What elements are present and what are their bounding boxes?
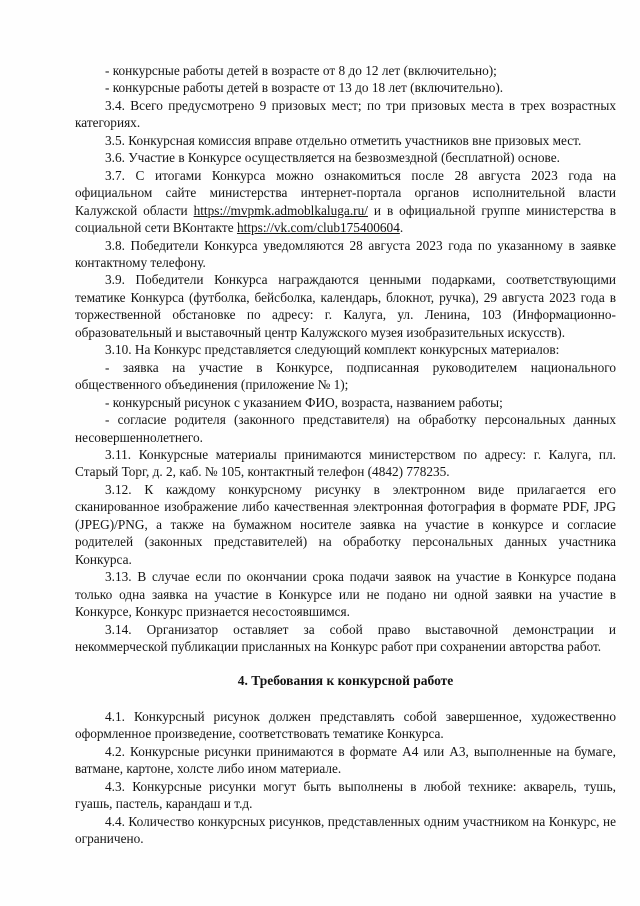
paragraph-3-6: 3.6. Участие в Конкурсе осуществляется на безвозмездной (бесплатной) основе. — [105, 150, 560, 166]
ministry-website-link[interactable]: https://mvpmk.admoblkaluga.ru/ — [193, 202, 368, 218]
paragraph-3-11: 3.11. Конкурсные материалы принимаются министерством по адресу: г. Калуга, пл. Старый Торг, д. 2, каб. № 105, контактный телефон (4842) 778235. — [75, 446, 616, 480]
vk-group-link[interactable]: https://vk.com/club175400604 — [236, 220, 400, 236]
paragraph-4-2: 4.2. Конкурсные рисунки принимаются в формате А4 или А3, выполненные на бумаге, ватмане, картоне, холсте либо ином материале. — [75, 743, 616, 777]
paragraph-3-13: 3.13. В случае если по окончании срока подачи заявок на участие в Конкурсе подана только одна заявка на участие в Конкурсе или не подано ни одной заявки на участие в Конкурсе, Конкурс признается несостоявшимся. — [75, 569, 616, 620]
spacer — [75, 655, 616, 672]
list-item-age-8-12: - конкурсные работы детей в возрасте от 8 до 12 лет (включительно); — [105, 63, 497, 78]
paragraph-3-7-text-after: . — [399, 220, 404, 236]
paragraph-3-9: 3.9. Победители Конкурса награждаются ценными подарками, соответствующими тематике Конкурса (футболка, бейсболка, календарь, блокнот, ручка), 29 августа 2023 года в торжественной обстановке по адресу: г. Калуга, ул. Ленина, 103 (Информационно-образовательный и выставочный центр Калужского музея изобразительных искусств). — [75, 272, 616, 340]
paragraph-3-10: 3.10. На Конкурс представляется следующий комплект конкурсных материалов: — [105, 342, 560, 358]
paragraph-4-3: 4.3. Конкурсные рисунки могут быть выполнены в любой технике: акварель, тушь, гуашь, пастель, карандаш и т.д. — [75, 778, 616, 812]
paragraph-3-7 — [75, 167, 616, 237]
paragraph-3-4: 3.4. Всего предусмотрено 9 призовых мест; по три призовых места в трех возрастных категориях. — [75, 97, 616, 131]
paragraph-3-8: 3.8. Победители Конкурса уведомляются 28 августа 2023 года по указанному в заявке контактному телефону. — [75, 237, 616, 270]
paragraph-3-7-text-middle: и в официальной группе министерства в социальной сети ВКонтакте — [75, 202, 616, 236]
list-item-drawing: - конкурсный рисунок с указанием ФИО, возраста, названием работы; — [105, 394, 503, 410]
paragraph-3-7-text-before: 3.7. С итогами Конкурса можно ознакомиться после 28 августа 2023 года на официальном сайте министерства интернет-портала органов исполнительной власти Калужской области — [75, 167, 616, 218]
paragraph-3-12: 3.12. К каждому конкурсному рисунку в электронном виде прилагается его сканированное изображение либо качественная электронная фотография в формате PDF, JPG (JPEG)/PNG, а также на бумажном носителе заявка на участие в конкурсе и согласие родителей (законных представителей) на обработку персональных данных участника Конкурса. — [75, 481, 616, 567]
paragraph-4-4: 4.4. Количество конкурсных рисунков, представленных одним участником на Конкурс, не ограничено. — [75, 813, 616, 847]
section-4-title: 4. Требования к конкурсной работе — [237, 673, 454, 689]
list-item-age-13-18: - конкурсные работы детей в возрасте от 13 до 18 лет (включительно). — [105, 80, 504, 96]
list-item-application: - заявка на участие в Конкурсе, подписанная руководителем национального общественного объединения (приложение № 1); — [75, 359, 616, 393]
paragraph-3-14: 3.14. Организатор оставляет за собой право выставочной демонстрации и некоммерческой публикации присланных на Конкурс работ при сохранении авторства работ. — [75, 621, 616, 654]
paragraph-3-5: 3.5. Конкурсная комиссия вправе отдельно отметить участников вне призовых мест. — [105, 132, 582, 148]
spacer — [75, 690, 616, 708]
list-item-parent-consent: - согласие родителя (законного представителя) на обработку персональных данных несовершеннолетнего. — [75, 412, 616, 445]
paragraph-4-1: 4.1. Конкурсный рисунок должен представлять собой завершенное, художественно оформленное произведение, соответствовать тематике Конкурса. — [75, 708, 616, 742]
